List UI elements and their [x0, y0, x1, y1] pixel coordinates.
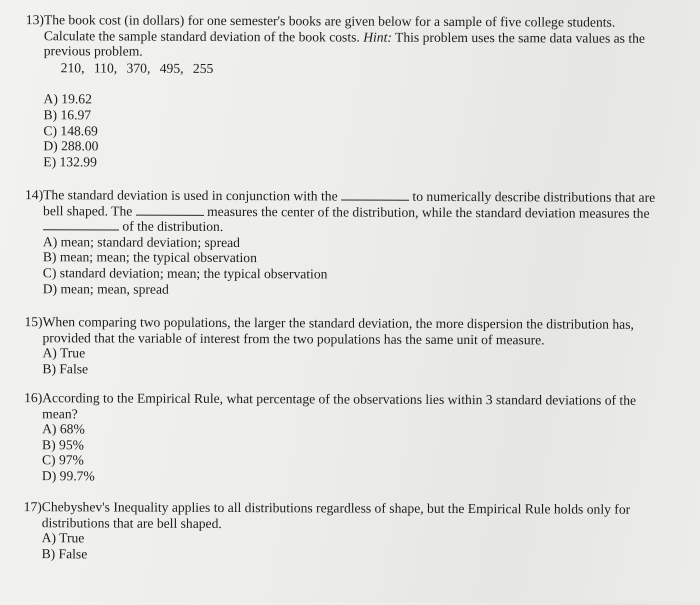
option-e: E) 132.99 [43, 153, 97, 170]
question-text: When comparing two populations, the larger the standard deviation, the more dispersion the distribution has, provided that the variable of interest from the two populations has the same unit of measure. [42, 314, 634, 347]
answer-options [0, 234, 664, 299]
question-14-stem [0, 187, 664, 237]
question-number: 15) [24, 314, 43, 330]
option-d: D) 288.00 [43, 138, 99, 154]
question-16-stem [0, 390, 663, 424]
question-number: 17) [23, 499, 42, 515]
question-text-part-2: to numerically describe distributions that are bell shaped. The [43, 188, 656, 219]
question-text-part-4: of the distribution. [122, 218, 224, 235]
hint-label: Hint: [363, 29, 392, 45]
question-number: 13) [25, 12, 44, 28]
answer-options [0, 421, 663, 486]
answer-blank-3 [43, 218, 119, 230]
option-c: C) 148.69 [43, 122, 98, 138]
question-13-stem [0, 12, 665, 78]
option-b: B) 16.97 [43, 107, 92, 123]
option-a: A) 68% [42, 421, 85, 437]
question-14 [0, 187, 664, 299]
option-c: C) 97% [41, 452, 84, 468]
option-b: B) mean; mean; the typical observation [42, 249, 257, 266]
question-16 [0, 390, 663, 486]
option-b: B) 95% [42, 436, 85, 453]
option-a: A) True [41, 530, 85, 546]
data-values: 210, 110, 370, 495, 255 [60, 60, 214, 76]
question-13 [0, 12, 665, 172]
hint-text: This problem uses the same data values as the previous problem. [43, 29, 646, 59]
option-a: A) True [42, 345, 86, 361]
question-text-part-3: measures the center of the distribution, while the standard deviation measures the [207, 203, 650, 221]
question-text: According to the Empirical Rule, what percentage of the observations lies within 3 standard deviations of the mean? [42, 390, 637, 421]
question-text-part-1: The standard deviation is used in conjunction with the [43, 187, 338, 204]
question-text: The book cost (in dollars) for one semester's books are given below for a sample of five college students. Calculate the sample standard deviation of the book costs. [43, 12, 616, 45]
answer-options [0, 530, 663, 564]
option-a: A) mean; standard deviation; spread [42, 233, 241, 250]
question-number: 14) [24, 187, 44, 203]
option-a: A) 19.62 [43, 91, 92, 107]
question-number: 16) [24, 390, 43, 406]
question-17-stem [0, 499, 663, 533]
question-text: Chebyshev's Inequality applies to all distributions regardless of shape, but the Empirical Rule holds only for distributions that are bell shaped. [41, 499, 631, 531]
option-d: D) mean; mean, spread [42, 280, 169, 297]
answer-blank-1 [341, 188, 409, 200]
question-15-stem [0, 314, 664, 348]
question-15 [0, 314, 664, 379]
question-17 [0, 499, 663, 564]
answer-options [0, 91, 665, 172]
option-b: B) False [41, 545, 88, 562]
option-b: B) False [42, 360, 89, 377]
option-c: C) standard deviation; mean; the typical observation [42, 265, 328, 282]
answer-options [0, 345, 663, 379]
option-d: D) 99.7% [41, 468, 95, 484]
answer-blank-2 [136, 203, 204, 215]
